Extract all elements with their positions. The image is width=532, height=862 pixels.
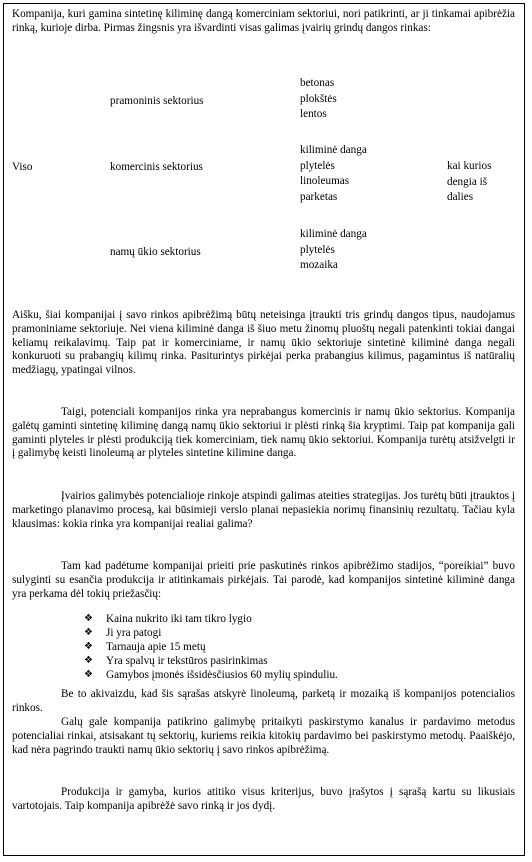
sector-industrial: pramoninis sektorius [110,95,204,107]
note-line: dalies [447,191,474,204]
list-item: ❖ Gamybos įmonės išsidėsčiusios 60 mylių spinduliu. [84,669,338,681]
item: plokštės [300,92,337,105]
sector-household: namų ūkio sektorius [110,246,201,258]
paragraph-2: Taigi, potenciali kompanijos rinka yra neprabangus komercinis ir namų ūkio sektorius. Kompanija galėtų gaminti sintetinę kiliminę dangą namų ūkio sektoriui ir plėsti rinką šia kryptimi. Taip pat kompanija gali gaminti plyteles ir plėsti produkciją tiek komerciniam, tiek namų ūkio sektoriui. Kompanija turėtų atsižvelgti ir į galimybę keisti linoleumą ar plyteles sintetine kilimine danga. [12,406,515,460]
diamond-bullet-icon: ❖ [84,669,93,680]
list-item: ❖ Tarnauja apie 15 metų [84,641,206,653]
diamond-bullet-icon: ❖ [84,655,93,666]
note-line: kai kurios [447,160,492,172]
item: betonas [300,77,335,89]
commercial-note [447,159,491,206]
sector-household-items [300,227,367,274]
item: parketas [300,190,338,203]
paragraph-3: Įvairios galimybės potencialioje rinkoje atspindi galimas ateities strategijas. Jos turėtų būti įtrauktos į marketingo planavimo procesą, kai būsimieji verslo planai nepasiekia norimų finansinių rezultatų. Tačiau kyla klausimas: kokia rinka yra kompanijai realiai galima? [12,490,515,530]
sector-commercial: komercinis sektorius [110,161,203,173]
paragraph-6: Galų gale kompanija patikrino galimybę pritaikyti paskirstymo kanalus ir pardavimo metodus potencialiai rinkai, atsisakant tų sektorių, kuriems reikia kitokių pardavimo bei paskirstymo metodų. Paaiškėjo, kad nėra pagrindo traukti namų ūkio sektorių į savo rinkos apibrėžimą. [12,716,515,756]
paragraph-4: Tam kad padėtume kompanijai prieiti prie paskutinės rinkos apibrėžimo stadijos, “poreikiai” buvo sulyginti su esančia produkcija ir atitinkamais pirkėjais. Tai parodė, kad kompanijos sintetinė kiliminė danga yra perkama dėl tokių priežasčių: [12,560,515,600]
sector-commercial-items [300,143,367,205]
intro-paragraph: Kompanija, kuri gamina sintetinę kiliminę dangą komerciniam sektoriui, nori patikrinti, ar ji tinkamai apibrėžia rinką, kurioje dirba. Pirmas žingsnis yra išvardinti visas galimas įvairių grindų dangos rinkas: [12,8,515,34]
list-item: ❖ Ji yra patogi [84,627,162,639]
table-root: Viso [12,161,33,173]
paragraph-5: Be to akivaizdu, kad šis sąrašas atskyrė linoleumą, parketą ir mozaiką iš kompanijos potencialios rinkos. [12,688,515,714]
item: linoleumas [300,175,350,188]
item: kiliminė danga [300,228,367,240]
sector-industrial-items [300,76,337,123]
item: plytelės [300,243,335,256]
paragraph-1: Aišku, šiai kompanijai į savo rinkos apibrėžimą būtų neteisinga įtraukti tris grindų dangos tipus, naudojamus pramoniniame sektoriuje. Nei viena kiliminė danga iš šiuo metu žinomų pluoštų negali patenkinti tokiai dangai keliamų reikalavimų. Taip pat ir komerciniame, ir namų ūkio sektoriuje sintetinė kiliminė danga negali konkuruoti su prabangių kilimų rinka. Pasiturintys pirkėjai perka prabangius kilimus, pagamintus iš natūralių medžiagų, ypatingai vilnos. [12,309,515,377]
diamond-bullet-icon: ❖ [84,641,93,652]
diamond-bullet-icon: ❖ [84,627,93,638]
diamond-bullet-icon: ❖ [84,613,93,624]
item: lentos [300,108,327,121]
item: mozaika [300,259,338,272]
item: plytelės [300,159,335,172]
item: kiliminė danga [300,144,367,156]
list-item: ❖ Kaina nukrito iki tam tikro lygio [84,613,252,625]
reasons-list [84,612,338,682]
note-line: dengia iš [447,175,488,188]
paragraph-7: Produkcija ir gamyba, kurios atitiko visus kriterijus, buvo įrašytos į sąrašą kartu su likusiais vartotojais. Taip kompanija apibrėžė savo rinką ir jos dydį. [12,786,515,812]
list-item: ❖ Yra spalvų ir tekstūros pasirinkimas [84,655,268,667]
